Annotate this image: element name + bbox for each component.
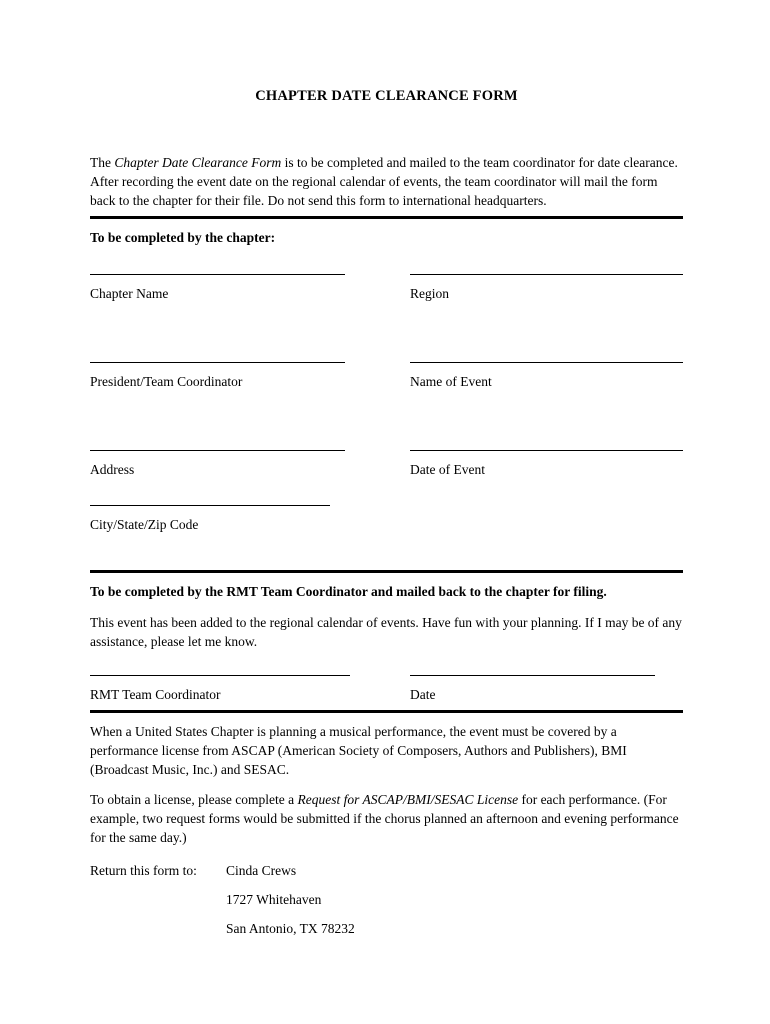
event-date-field (410, 450, 683, 479)
address-input-line[interactable] (90, 450, 345, 451)
event-name-label: Name of Event (410, 374, 492, 389)
signature-row (90, 675, 683, 704)
event-date-label: Date of Event (410, 462, 485, 477)
intro-paragraph (90, 153, 683, 210)
event-name-field (410, 362, 683, 391)
president-label: President/Team Coordinator (90, 374, 243, 389)
field-row-2 (90, 362, 683, 391)
rmt-body-paragraph: This event has been added to the regional calendar of events. Have fun with your planning. If I may be of any assistance, please let me know. (90, 615, 682, 649)
date-field (410, 675, 683, 704)
rmt-coordinator-input-line[interactable] (90, 675, 350, 676)
city-state-zip-label: City/State/Zip Code (90, 517, 199, 532)
intro-text-post: is to be completed and mailed to the team coordinator for date clearance. After recording the event date on the regional calendar of events, the team coordinator will mail the form back to the chapter for their file. Do not send this form to international headquarters. (90, 155, 678, 208)
intro-text-italic: Chapter Date Clearance Form (114, 155, 282, 170)
section-divider-bottom (90, 710, 683, 713)
section-divider-top (90, 216, 683, 219)
region-input-line[interactable] (410, 274, 683, 275)
chapter-fields (90, 274, 683, 534)
license-paragraph-2 (90, 790, 683, 847)
return-name: Cinda Crews (226, 863, 297, 878)
event-name-input-line[interactable] (410, 362, 683, 363)
date-input-line[interactable] (410, 675, 655, 676)
field-row-4 (90, 505, 683, 534)
event-date-input-line[interactable] (410, 450, 683, 451)
rmt-coordinator-field (90, 675, 345, 704)
return-street: 1727 Whitehaven (226, 892, 322, 907)
license-2-pre: To obtain a license, please complete a (90, 792, 298, 807)
rmt-section-heading: To be completed by the RMT Team Coordinator and mailed back to the chapter for filing. (90, 584, 607, 599)
return-label: Return this form to: (90, 863, 197, 878)
field-row-3 (90, 450, 683, 479)
return-row (90, 861, 683, 880)
license-2-post: for each performance. (For example, two request forms would be submitted if the chorus planned an afternoon and evening performance for the same day.) (90, 792, 679, 845)
field-row-1 (90, 274, 683, 303)
chapter-name-label: Chapter Name (90, 286, 169, 301)
address-field (90, 450, 345, 479)
president-field (90, 362, 345, 391)
chapter-name-input-line[interactable] (90, 274, 345, 275)
license-2-italic: Request for ASCAP/BMI/SESAC License (297, 792, 519, 807)
page-title: CHAPTER DATE CLEARANCE FORM (255, 88, 518, 104)
chapter-name-field (90, 274, 345, 303)
address-label: Address (90, 462, 135, 477)
intro-text-pre: The (90, 155, 115, 170)
date-label: Date (410, 687, 436, 702)
chapter-section-heading: To be completed by the chapter: (90, 230, 276, 245)
rmt-coordinator-label: RMT Team Coordinator (90, 687, 221, 702)
city-state-zip-input-line[interactable] (90, 505, 330, 506)
license-paragraph-1: When a United States Chapter is planning a musical performance, the event must be covered by a performance license from ASCAP (American Society of Composers, Authors and Publishers), BMI (Broadcast Music, Inc.) and SESAC. (90, 724, 627, 777)
region-field (410, 274, 683, 303)
president-input-line[interactable] (90, 362, 345, 363)
return-address-block (90, 861, 683, 938)
city-state-zip-field (90, 505, 345, 534)
section-divider-middle (90, 570, 683, 573)
region-label: Region (410, 286, 449, 301)
return-city: San Antonio, TX 78232 (226, 921, 355, 936)
